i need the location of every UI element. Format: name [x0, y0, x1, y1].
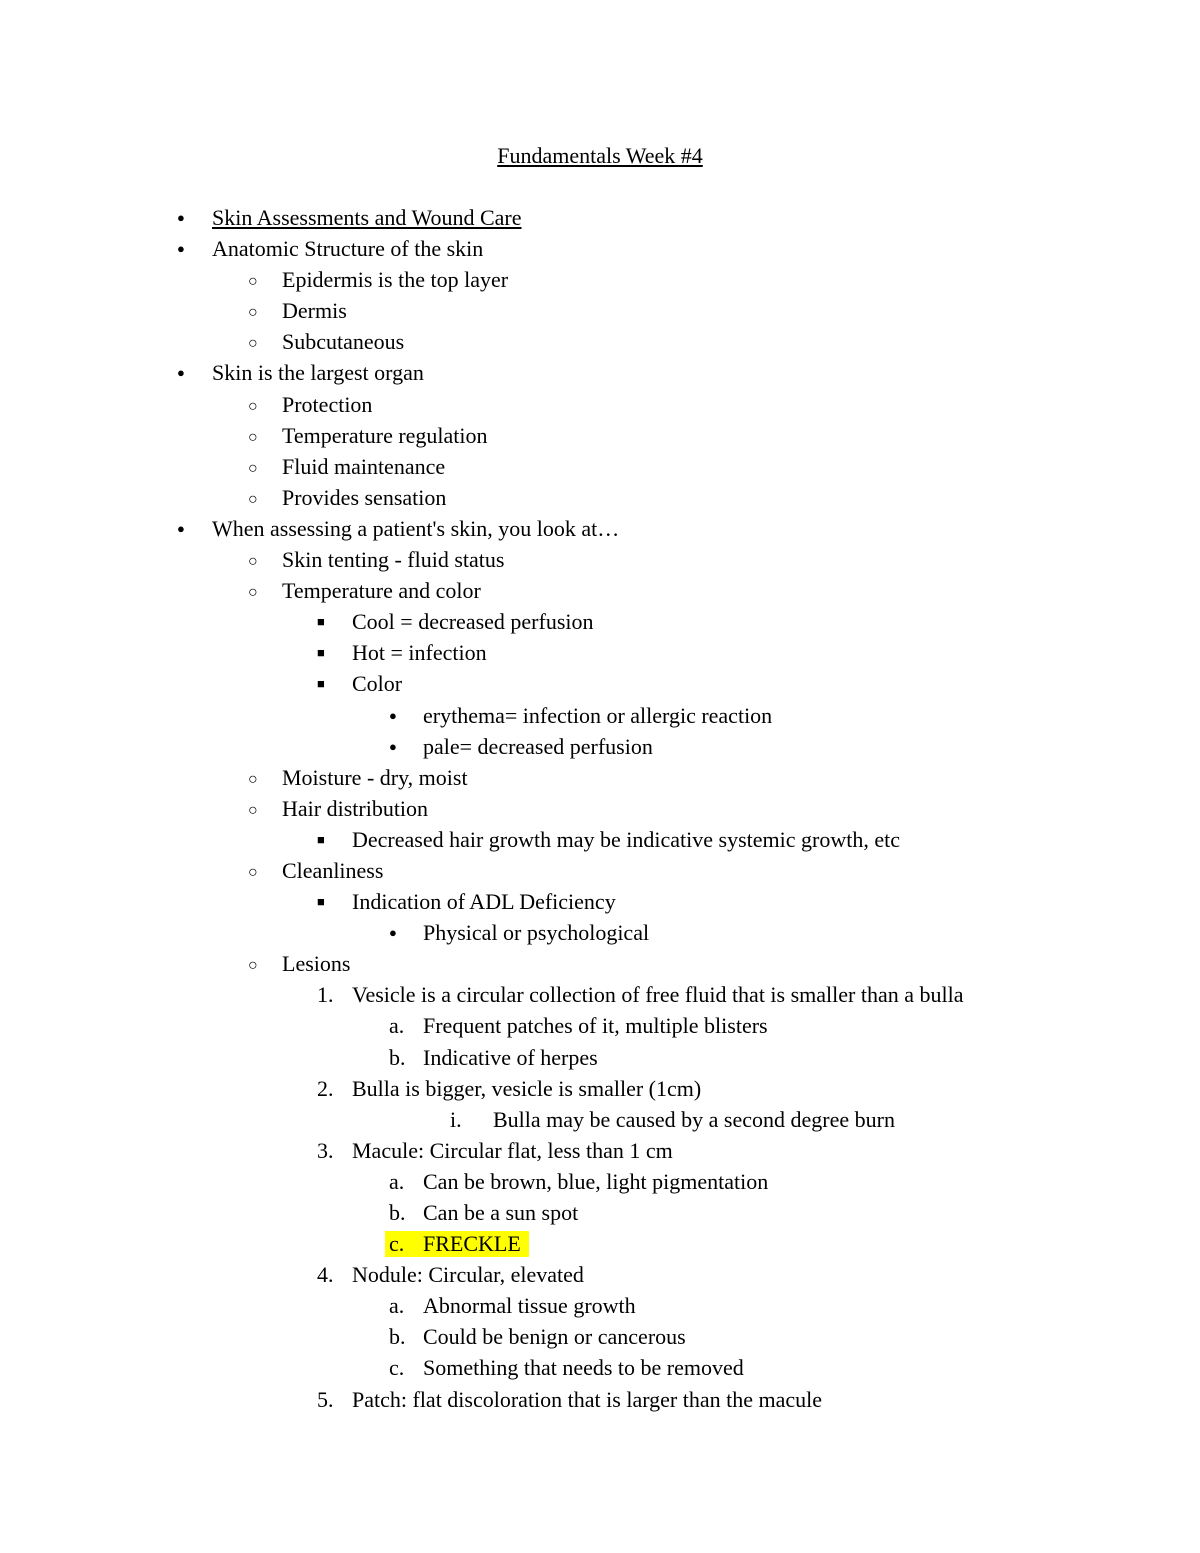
- list-number: b.: [389, 1044, 406, 1070]
- list-item: [0, 700, 1200, 731]
- list-item: [0, 1259, 1200, 1290]
- list-number: b.: [389, 1324, 406, 1350]
- list-item-text: pale= decreased perfusion: [423, 733, 653, 759]
- list-item: [0, 948, 1200, 979]
- list-number: 1.: [317, 982, 334, 1008]
- list-number: 5.: [317, 1386, 334, 1412]
- list-item-text: Indicative of herpes: [423, 1044, 598, 1070]
- list-number: i.: [450, 1106, 462, 1132]
- list-item-text: Indication of ADL Deficiency: [352, 889, 616, 915]
- list-item-text: Something that needs to be removed: [423, 1355, 744, 1381]
- list-item-text: Lesions: [282, 951, 351, 977]
- list-item-text: Skin tenting - fluid status: [282, 547, 505, 573]
- list-item: [0, 326, 1200, 357]
- list-item-text: Skin is the largest organ: [212, 360, 424, 386]
- list-item: [0, 1010, 1200, 1041]
- list-item: [0, 731, 1200, 762]
- list-item: [0, 886, 1200, 917]
- list-item: [0, 917, 1200, 948]
- list-item: [0, 979, 1200, 1010]
- list-item-text: Could be benign or cancerous: [423, 1324, 686, 1350]
- list-item: [0, 357, 1200, 388]
- bullet-circle-icon: [248, 544, 258, 578]
- bullet-dot-icon: [177, 202, 185, 236]
- list-item-text: Cleanliness: [282, 857, 384, 883]
- list-item-text: Cool = decreased perfusion: [352, 609, 594, 635]
- list-item-text: erythema= infection or allergic reaction: [423, 702, 773, 728]
- bullet-square-icon: [317, 637, 325, 671]
- list-item: [0, 793, 1200, 824]
- list-number: a.: [389, 1168, 405, 1194]
- list-item-text: Color: [352, 671, 403, 697]
- list-item-text: Patch: flat discoloration that is larger than the macule: [352, 1386, 823, 1412]
- list-item-text: Anatomic Structure of the skin: [212, 236, 484, 262]
- outline-list: [0, 202, 1200, 1415]
- list-item-text: Dermis: [282, 298, 347, 324]
- list-item: [0, 233, 1200, 264]
- list-item: [0, 575, 1200, 606]
- bullet-circle-icon: [248, 482, 258, 516]
- list-item-text: Epidermis is the top layer: [282, 267, 509, 293]
- bullet-circle-icon: [248, 264, 258, 298]
- list-item-text: Macule: Circular flat, less than 1 cm: [352, 1137, 673, 1163]
- list-item: [0, 1290, 1200, 1321]
- bullet-square-icon: [317, 886, 325, 920]
- list-item: [0, 264, 1200, 295]
- list-item-text: Bulla is bigger, vesicle is smaller (1cm): [352, 1075, 702, 1101]
- list-number: b.: [389, 1200, 406, 1225]
- list-item-text: Bulla may be caused by a second degree burn: [493, 1106, 895, 1132]
- page-title: Fundamentals Week #4: [497, 143, 703, 168]
- list-item-text: Frequent patches of it, multiple blisters: [423, 1013, 768, 1039]
- list-item: [0, 1228, 1200, 1259]
- list-item: [0, 606, 1200, 637]
- list-item: [0, 1352, 1200, 1383]
- bullet-circle-icon: [248, 389, 258, 423]
- list-number: 2.: [317, 1075, 334, 1101]
- list-item-text: Fluid maintenance: [282, 453, 446, 479]
- list-item-text: Provides sensation: [282, 484, 447, 510]
- list-item: [0, 1042, 1200, 1073]
- bullet-square-icon: [317, 606, 325, 640]
- list-item: [0, 420, 1200, 451]
- list-item-text: Can be a sun spot: [423, 1200, 579, 1225]
- list-number: 3.: [317, 1137, 334, 1163]
- list-item-text: Temperature regulation: [282, 422, 488, 448]
- bullet-circle-icon: [248, 326, 258, 360]
- list-item: [0, 1135, 1200, 1166]
- list-item-text: Vesicle is a circular collection of free fluid that is smaller than a bulla: [352, 982, 964, 1008]
- bullet-circle-icon: [248, 948, 258, 982]
- list-item: [0, 1073, 1200, 1104]
- bullet-circle-icon: [248, 420, 258, 454]
- list-item-text: Hot = infection: [352, 640, 487, 666]
- list-number: 4.: [317, 1262, 334, 1288]
- list-number: a.: [389, 1013, 405, 1039]
- list-item: [0, 1197, 1200, 1228]
- list-item-text: Nodule: Circular, elevated: [352, 1262, 584, 1288]
- list-item-text: Moisture - dry, moist: [282, 764, 468, 790]
- list-item: [0, 668, 1200, 699]
- bullet-circle-icon: [248, 451, 258, 485]
- bullet-dot-icon: [389, 917, 397, 951]
- list-item-text: Physical or psychological: [423, 920, 650, 946]
- list-item: [0, 637, 1200, 668]
- list-item-text: Skin Assessments and Wound Care: [212, 205, 522, 230]
- list-number: c.: [389, 1355, 405, 1381]
- list-item: [0, 1104, 1200, 1135]
- bullet-dot-icon: [177, 233, 185, 267]
- bullet-dot-icon: [177, 513, 185, 547]
- list-item: [0, 482, 1200, 513]
- list-item-text: Hair distribution: [282, 795, 429, 821]
- list-item: [0, 451, 1200, 482]
- list-item: [0, 513, 1200, 544]
- list-item: [0, 544, 1200, 575]
- bullet-square-icon: [317, 824, 325, 858]
- list-item: [0, 389, 1200, 420]
- bullet-circle-icon: [248, 762, 258, 796]
- list-item: [0, 1321, 1200, 1352]
- bullet-dot-icon: [177, 357, 185, 391]
- bullet-dot-icon: [389, 700, 397, 734]
- list-item-text: Protection: [282, 391, 373, 417]
- list-item-text: Abnormal tissue growth: [423, 1293, 636, 1319]
- list-item-text: Decreased hair growth may be indicative systemic growth, etc: [352, 826, 900, 852]
- list-item-text: When assessing a patient's skin, you look at…: [212, 515, 620, 541]
- list-number: a.: [389, 1293, 405, 1319]
- list-item: [0, 824, 1200, 855]
- list-item: [0, 1384, 1200, 1415]
- bullet-circle-icon: [248, 295, 258, 329]
- bullet-circle-icon: [248, 855, 258, 889]
- bullet-dot-icon: [389, 731, 397, 765]
- list-item: [0, 295, 1200, 326]
- bullet-circle-icon: [248, 793, 258, 827]
- list-item: [0, 855, 1200, 886]
- list-item-text: Temperature and color: [282, 578, 481, 604]
- bullet-circle-icon: [248, 575, 258, 609]
- list-item: [0, 202, 1200, 233]
- list-number: c.: [389, 1231, 405, 1257]
- list-item-text: Can be brown, blue, light pigmentation: [423, 1168, 769, 1194]
- list-item: [0, 1166, 1200, 1197]
- highlighted-text: FRECKLE: [423, 1231, 521, 1257]
- list-item: [0, 762, 1200, 793]
- bullet-square-icon: [317, 668, 325, 702]
- list-item-text: Subcutaneous: [282, 329, 405, 355]
